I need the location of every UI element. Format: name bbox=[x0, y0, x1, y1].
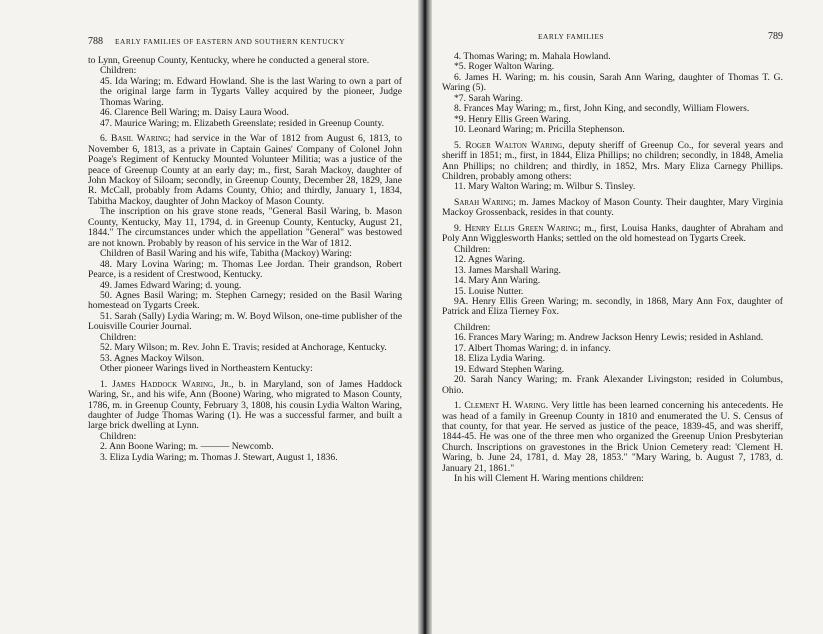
paragraph-text: 17. Albert Thomas Waring; d. in infancy. bbox=[454, 342, 611, 354]
paragraph-text: ; m. James Mackoy of Mason County. Their daughter, Mary Virginia Mackoy Grossenback, resides in that county. bbox=[442, 196, 783, 219]
left-running-title: EARLY FAMILIES OF EASTERN AND SOUTHERN KENTUCKY bbox=[115, 37, 346, 46]
book-spine bbox=[418, 0, 432, 634]
paragraph-text: 13. James Marshall Waring. bbox=[454, 264, 561, 276]
paragraph-text: Children of Basil Waring and his wife, Tabitha (Mackoy) Waring: bbox=[100, 248, 352, 260]
paragraph bbox=[88, 260, 402, 281]
left-page-number: 788 bbox=[88, 36, 103, 47]
paragraph-text: Other pioneer Warings lived in Northeastern Kentucky: bbox=[100, 363, 313, 375]
paragraph-text: , b. in Maryland, son of James Haddock Waring, Sr., and his wife, Ann (Boone) Waring, who migrated to Mason County, 1786, m. in Greenup County, February 3, 1808, his cousin Lydia Walton Waring, daughter of Judge Thomas Waring (1). He was a successful farmer, and built a large brick dwelling at Lynn. bbox=[88, 378, 402, 432]
paragraph bbox=[88, 380, 402, 432]
paragraph bbox=[88, 291, 402, 312]
left-page-header bbox=[88, 36, 402, 47]
right-page-body bbox=[442, 52, 783, 485]
entry-lead-name: 6. Basil Waring bbox=[100, 133, 168, 145]
paragraph-text: 14. Mary Ann Waring. bbox=[454, 275, 541, 287]
paragraph-text: 2. Ann Boone Waring; m. ——— Newcomb. bbox=[100, 441, 274, 453]
entry-lead-name: Sarah Waring bbox=[454, 196, 514, 208]
right-page-header bbox=[442, 26, 783, 42]
paragraph bbox=[88, 453, 402, 463]
paragraph bbox=[442, 224, 783, 245]
paragraph-text: Children: bbox=[100, 65, 137, 77]
paragraph-text: 53. Agnes Mackoy Wilson. bbox=[100, 352, 205, 364]
paragraph-text: 9A. Henry Ellis Green Waring; m. secondly, in 1868, Mary Ann Fox, daughter of Patrick and Eliza Tierney Fox. bbox=[442, 295, 783, 318]
paragraph-text: 47. Maurice Waring; m. Elizabeth Greenslate; resided in Greenup County. bbox=[100, 117, 385, 129]
paragraph-text: 51. Sarah (Sally) Lydia Waring; m. W. Boyd Wilson, one-time publisher of the Louisville Courier Journal. bbox=[88, 310, 402, 333]
paragraph-text: 15. Louise Nutter. bbox=[454, 285, 524, 297]
paragraph bbox=[88, 119, 402, 129]
right-page bbox=[432, 0, 823, 634]
paragraph-text: Children: bbox=[100, 331, 137, 343]
paragraph bbox=[88, 312, 402, 333]
paragraph-text: ; m., first, Louisa Hanks, daughter of Abraham and Poly Ann Wigglesworth Hanks; settled on the old homestead on Tygarts Creek. bbox=[442, 222, 783, 245]
paragraph bbox=[88, 77, 402, 108]
paragraph-text: 12. Agnes Waring. bbox=[454, 254, 525, 266]
paragraph-text: 16. Frances Mary Waring; m. Andrew Jackson Henry Lewis; resided in Ashland. bbox=[454, 332, 764, 344]
entry-lead-name: 1. James Haddock Waring, Jr. bbox=[100, 378, 232, 390]
paragraph bbox=[442, 141, 783, 183]
paragraph-text: . Very little has been learned concerning his antecedents. He was head of a family in Greenup County in 1810 and enumerated the U. S. Census of that county, for that year. He served as justice of the peace, 1839-45, and was sheriff, 1844-45. He was one of the three men who organized the Greenup Union Presbyterian Church. Inscriptions on gravestones in the Brick Union Cemetery read: 'Clement H. Waring, b. June 24, 1781, d. May 28, 1853." "Mary Waring, b. August 7, 1783, d. January 21, 1861." bbox=[442, 400, 783, 474]
paragraph-text: ; had service in the War of 1812 from August 6, 1813, to November 6, 1813, as a private in Captain Gaines' Company of Colonel John Poage's Regiment of Kentucky Mounted Volunteer Militia; was a justice of the peace of Greenup County at an early day; m., first, Sarah Mackoy, daughter of John Mackoy of Siloam; secondly, in Greenup County, December 28, 1829, Jane R. McCall, probably from Adams County, Ohio; and thirdly, January 1, 1834, Tabitha Mackoy, daughter of John Mackoy of Mason County. bbox=[88, 133, 402, 207]
paragraph-text: *9. Henry Ellis Green Waring. bbox=[454, 113, 571, 125]
left-page-body bbox=[88, 56, 402, 463]
paragraph-text: 46. Clarence Bell Waring; m. Daisy Laura Wood. bbox=[100, 107, 289, 119]
paragraph-text: 8. Frances May Waring; m., first, John King, and secondly, William Flowers. bbox=[454, 103, 750, 115]
paragraph bbox=[442, 182, 783, 192]
paragraph-text: The inscription on his grave stone reads, "General Basil Waring, b. Mason County, Kentucky, May 11, 1794, d. in Greenup County, Kentucky, August 21, 1844." The circumstances under which the appellation "General" was bestowed are not known. Probably by reason of his service in the War of 1812. bbox=[88, 206, 402, 249]
paragraph-text: 4. Thomas Waring; m. Mahala Howland. bbox=[454, 51, 611, 62]
paragraph-text: 3. Eliza Lydia Waring; m. Thomas J. Stewart, August 1, 1836. bbox=[100, 451, 338, 463]
paragraph-text: Children: bbox=[100, 430, 137, 442]
paragraph-text: 19. Edward Stephen Waring. bbox=[454, 363, 565, 375]
paragraph bbox=[442, 198, 783, 219]
paragraph bbox=[442, 474, 783, 484]
paragraph-text: 11. Mary Walton Waring; m. Wilbur S. Tinsley. bbox=[454, 181, 636, 193]
paragraph-text: to Lynn, Greenup County, Kentucky, where he conducted a general store. bbox=[88, 55, 370, 66]
paragraph-text: *7. Sarah Waring. bbox=[454, 92, 523, 104]
paragraph-text: 45. Ida Waring; m. Edward Howland. She is the last Waring to own a part of the original large farm in Tygarts Valley acquired by the pioneer, Judge Thomas Waring. bbox=[100, 75, 402, 108]
paragraph bbox=[442, 297, 783, 318]
paragraph-text: Children: bbox=[454, 243, 491, 255]
paragraph-text: , deputy sheriff of Greenup Co., for several years and sheriff in 1851; m., first, in 1844, Eliza Phillips; no children; secondly, in 1848, Amelia Ann Phillips; no children; and thirdly, in 1852, Mrs. Mary Eliza Carnegy Phillips. Children, probably among others: bbox=[442, 139, 783, 182]
entry-lead-name: 9. Henry Ellis Green Waring bbox=[454, 222, 578, 234]
right-page-number: 789 bbox=[768, 31, 783, 42]
paragraph bbox=[442, 73, 783, 94]
paragraph-text: 10. Leonard Waring; m. Pricilla Stephenson. bbox=[454, 124, 625, 136]
paragraph-text: Children: bbox=[454, 321, 491, 333]
right-running-title: EARLY FAMILIES bbox=[538, 32, 604, 41]
paragraph-text: In his will Clement H. Waring mentions children: bbox=[454, 473, 644, 485]
entry-lead-name: 1. Clement H. Waring bbox=[454, 400, 546, 412]
paragraph bbox=[88, 134, 402, 207]
entry-lead-name: 5. Roger Walton Waring bbox=[454, 139, 563, 151]
paragraph bbox=[442, 401, 783, 474]
paragraph-text: 20. Sarah Nancy Waring; m. Frank Alexander Livingston; resided in Columbus, Ohio. bbox=[442, 374, 783, 396]
paragraph bbox=[88, 364, 402, 374]
paragraph bbox=[442, 375, 783, 396]
paragraph bbox=[88, 207, 402, 249]
paragraph-text: 48. Mary Lovina Waring; m. Thomas Lee Jordan. Their grandson, Robert Pearce, is a resident of Crestwood, Kentucky. bbox=[88, 258, 402, 281]
paragraph bbox=[442, 125, 783, 135]
paragraph-text: *5. Roger Walton Waring. bbox=[454, 61, 555, 73]
paragraph-text: 18. Eliza Lydia Waring. bbox=[454, 353, 545, 365]
paragraph-text: 49. James Edward Waring; d. young. bbox=[100, 279, 242, 291]
paragraph-text: 50. Agnes Basil Waring; m. Stephen Carnegy; resided on the Basil Waring homestead on Tygarts Creek. bbox=[88, 289, 402, 312]
paragraph-text: 52. Mary Wilson; m. Rev. John E. Travis; resided at Anchorage, Kentucky. bbox=[100, 342, 387, 354]
paragraph-text: 6. James H. Waring; m. his cousin, Sarah Ann Waring, daughter of Thomas T. G. Waring (5). bbox=[442, 71, 783, 94]
